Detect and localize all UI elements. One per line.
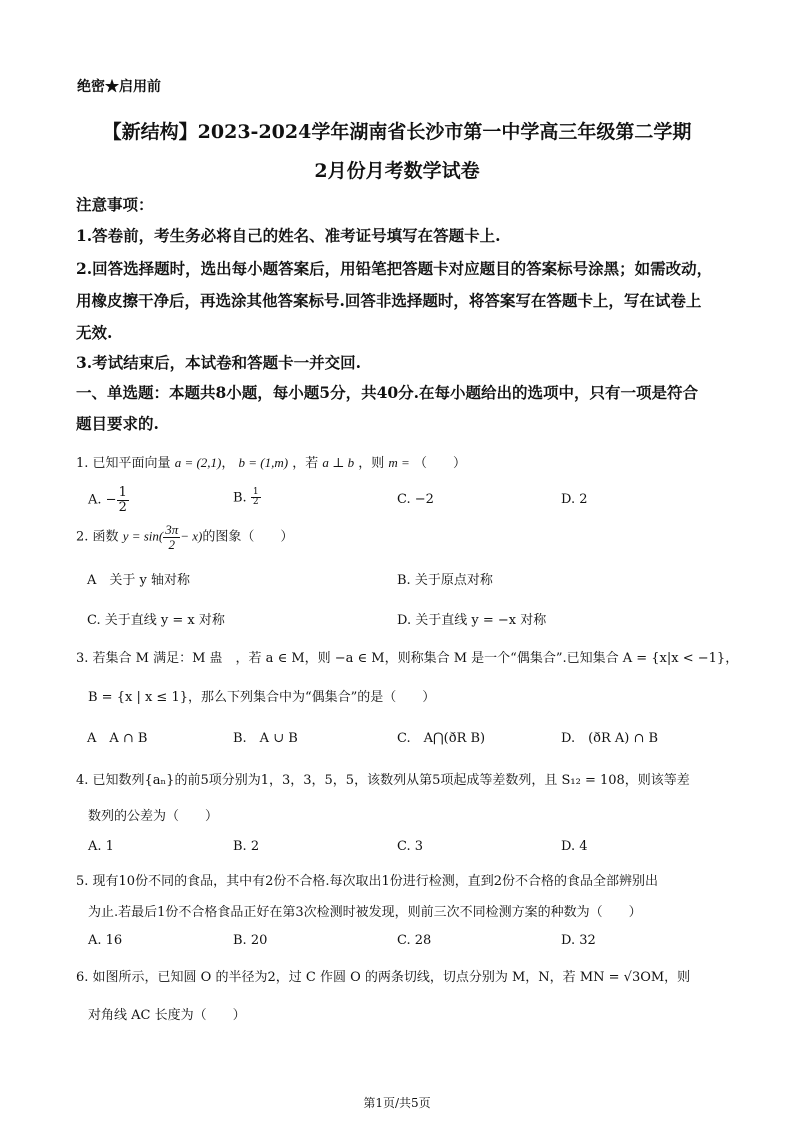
note-item-2-line2: 用橡皮擦干净后，再选涂其他答案标号.回答非选择题时，将答案写在答题卡上，写在试卷上 bbox=[76, 291, 702, 310]
q1-option-c-value: −2 bbox=[414, 492, 434, 507]
q1-option-b bbox=[233, 488, 261, 508]
note-item-2-line1: 2.回答选择题时，选出每小题答案后，用铅笔把答题卡对应题目的答案标号涂黑；如需改动， bbox=[76, 259, 713, 278]
question-4-line1: 4. 已知数列{aₙ}的前5项分别为1，3，3，5，5，该数列从第5项起成等差数列，且 S₁₂ = 108，则该等差 bbox=[76, 773, 690, 788]
q1-paren: （ ） bbox=[413, 456, 466, 471]
q1-option-b-fraction: $\frac{1}{2}$ bbox=[252, 487, 259, 508]
question-5-line2: 为止.若最后1份不合格食品正好在第3次检测时被发现，则前三次不同检测方案的种数为（ ） bbox=[88, 905, 642, 920]
q2-func-post: − x) bbox=[180, 528, 203, 544]
q2-fraction: $\frac{3\pi}{2}$ bbox=[165, 522, 179, 552]
note-item-2-line3: 无效. bbox=[76, 323, 113, 342]
q3-option-a: A A ∩ B bbox=[87, 731, 148, 746]
question-6-line2: 对角线 AC 长度为（ ） bbox=[88, 1008, 246, 1023]
confidential-label: 绝密★启用前 bbox=[77, 79, 161, 95]
q5-option-b: B. 20 bbox=[233, 933, 268, 948]
q1-option-a-label: A. bbox=[88, 492, 102, 508]
question-6-line1: 6. 如图所示，已知圆 O 的半径为2，过 C 作圆 O 的两条切线，切点分别为 M，N，若 MN = √3OM，则 bbox=[76, 970, 691, 985]
question-5-line1: 5. 现有10份不同的食品，其中有2份不合格.每次取出1份进行检测，直到2份不合格的食品全部辨别出 bbox=[76, 874, 659, 889]
question-4-line2: 数列的公差为（ ） bbox=[88, 809, 219, 824]
exam-title-line1: 【新结构】2023-2024学年湖南省长沙市第一中学高三年级第二学期 bbox=[102, 121, 692, 143]
q2-option-a: A 关于 y 轴对称 bbox=[87, 573, 190, 588]
q1-vector-a: a = (2,1) bbox=[174, 455, 222, 470]
question-1-stem: 1. 已知平面向量 a = (2,1)， b = (1,m) ，若 a ⊥ b ，则 m = （ ） bbox=[76, 455, 466, 471]
q3-option-d: D. (ðR A) ∩ B bbox=[561, 731, 659, 746]
q2-stem-b: 的图象（ ） bbox=[202, 529, 294, 545]
q4-option-a: A. 1 bbox=[88, 839, 114, 854]
q1-option-d-label: D. bbox=[561, 492, 576, 507]
q2-func-pre: y = sin( bbox=[122, 528, 164, 544]
section-heading-line2: 题目要求的. bbox=[76, 414, 159, 433]
q1-stem-b: ，若 bbox=[292, 456, 319, 471]
q5-option-c: C. 28 bbox=[397, 933, 432, 948]
question-3-line2: B = {x | x ≤ 1}，那么下列集合中为“偶集合”的是（ ） bbox=[88, 690, 436, 705]
q1-stem-c: ，则 bbox=[358, 456, 385, 471]
q1-option-d-value: 2 bbox=[579, 492, 588, 507]
q1-option-a bbox=[88, 486, 129, 514]
q1-ask: m = bbox=[388, 455, 410, 470]
q1-option-c bbox=[397, 492, 434, 507]
q2-option-c: C. 关于直线 y = x 对称 bbox=[87, 613, 225, 628]
exam-title-line2: 2月份月考数学试卷 bbox=[314, 160, 480, 182]
note-item-1: 1.答卷前，考生务必将自己的姓名、准考证号填写在答题卡上. bbox=[76, 226, 501, 245]
note-item-3: 3.考试结束后，本试卷和答题卡一并交回. bbox=[76, 353, 362, 372]
section-heading-line1: 一、单选题：本题共8小题，每小题5分，共40分.在每小题给出的选项中，只有一项是符合 bbox=[76, 383, 699, 402]
q2-option-d: D. 关于直线 y = −x 对称 bbox=[397, 613, 547, 628]
q1-option-c-label: C. bbox=[397, 492, 411, 507]
q1-stem-a: 1. 已知平面向量 bbox=[76, 456, 171, 471]
q1-vector-b: b = (1,m) bbox=[238, 455, 289, 470]
q4-option-b: B. 2 bbox=[233, 839, 260, 854]
q3-option-c: C. A⋂(ðR B) bbox=[397, 731, 486, 746]
q5-option-a: A. 16 bbox=[88, 933, 123, 948]
q2-option-b: B. 关于原点对称 bbox=[397, 573, 493, 588]
q1-option-b-label: B. bbox=[233, 490, 247, 506]
question-3-line1: 3. 若集合 M 满足：M 蛊 ，若 a ∈ M，则 −a ∈ M，则称集合 M 是一个“偶集合”.已知集合 A = {x|x < −1}， bbox=[76, 651, 739, 666]
q5-option-d: D. 32 bbox=[561, 933, 596, 948]
page-footer: 第1页/共5页 bbox=[363, 1096, 431, 1110]
notes-heading: 注意事项： bbox=[76, 195, 154, 214]
q1-option-a-sign: − bbox=[105, 492, 117, 508]
q3-option-b: B. A ∪ B bbox=[233, 731, 298, 746]
question-2-stem bbox=[76, 523, 293, 551]
q1-option-a-fraction: $\frac{1}{2}$ bbox=[118, 485, 127, 515]
q1-option-d bbox=[561, 492, 588, 507]
q4-option-c: C. 3 bbox=[397, 839, 424, 854]
q4-option-d: D. 4 bbox=[561, 839, 588, 854]
q2-stem-a: 2. 函数 bbox=[76, 529, 119, 545]
q1-perp: a ⊥ b bbox=[322, 455, 355, 470]
